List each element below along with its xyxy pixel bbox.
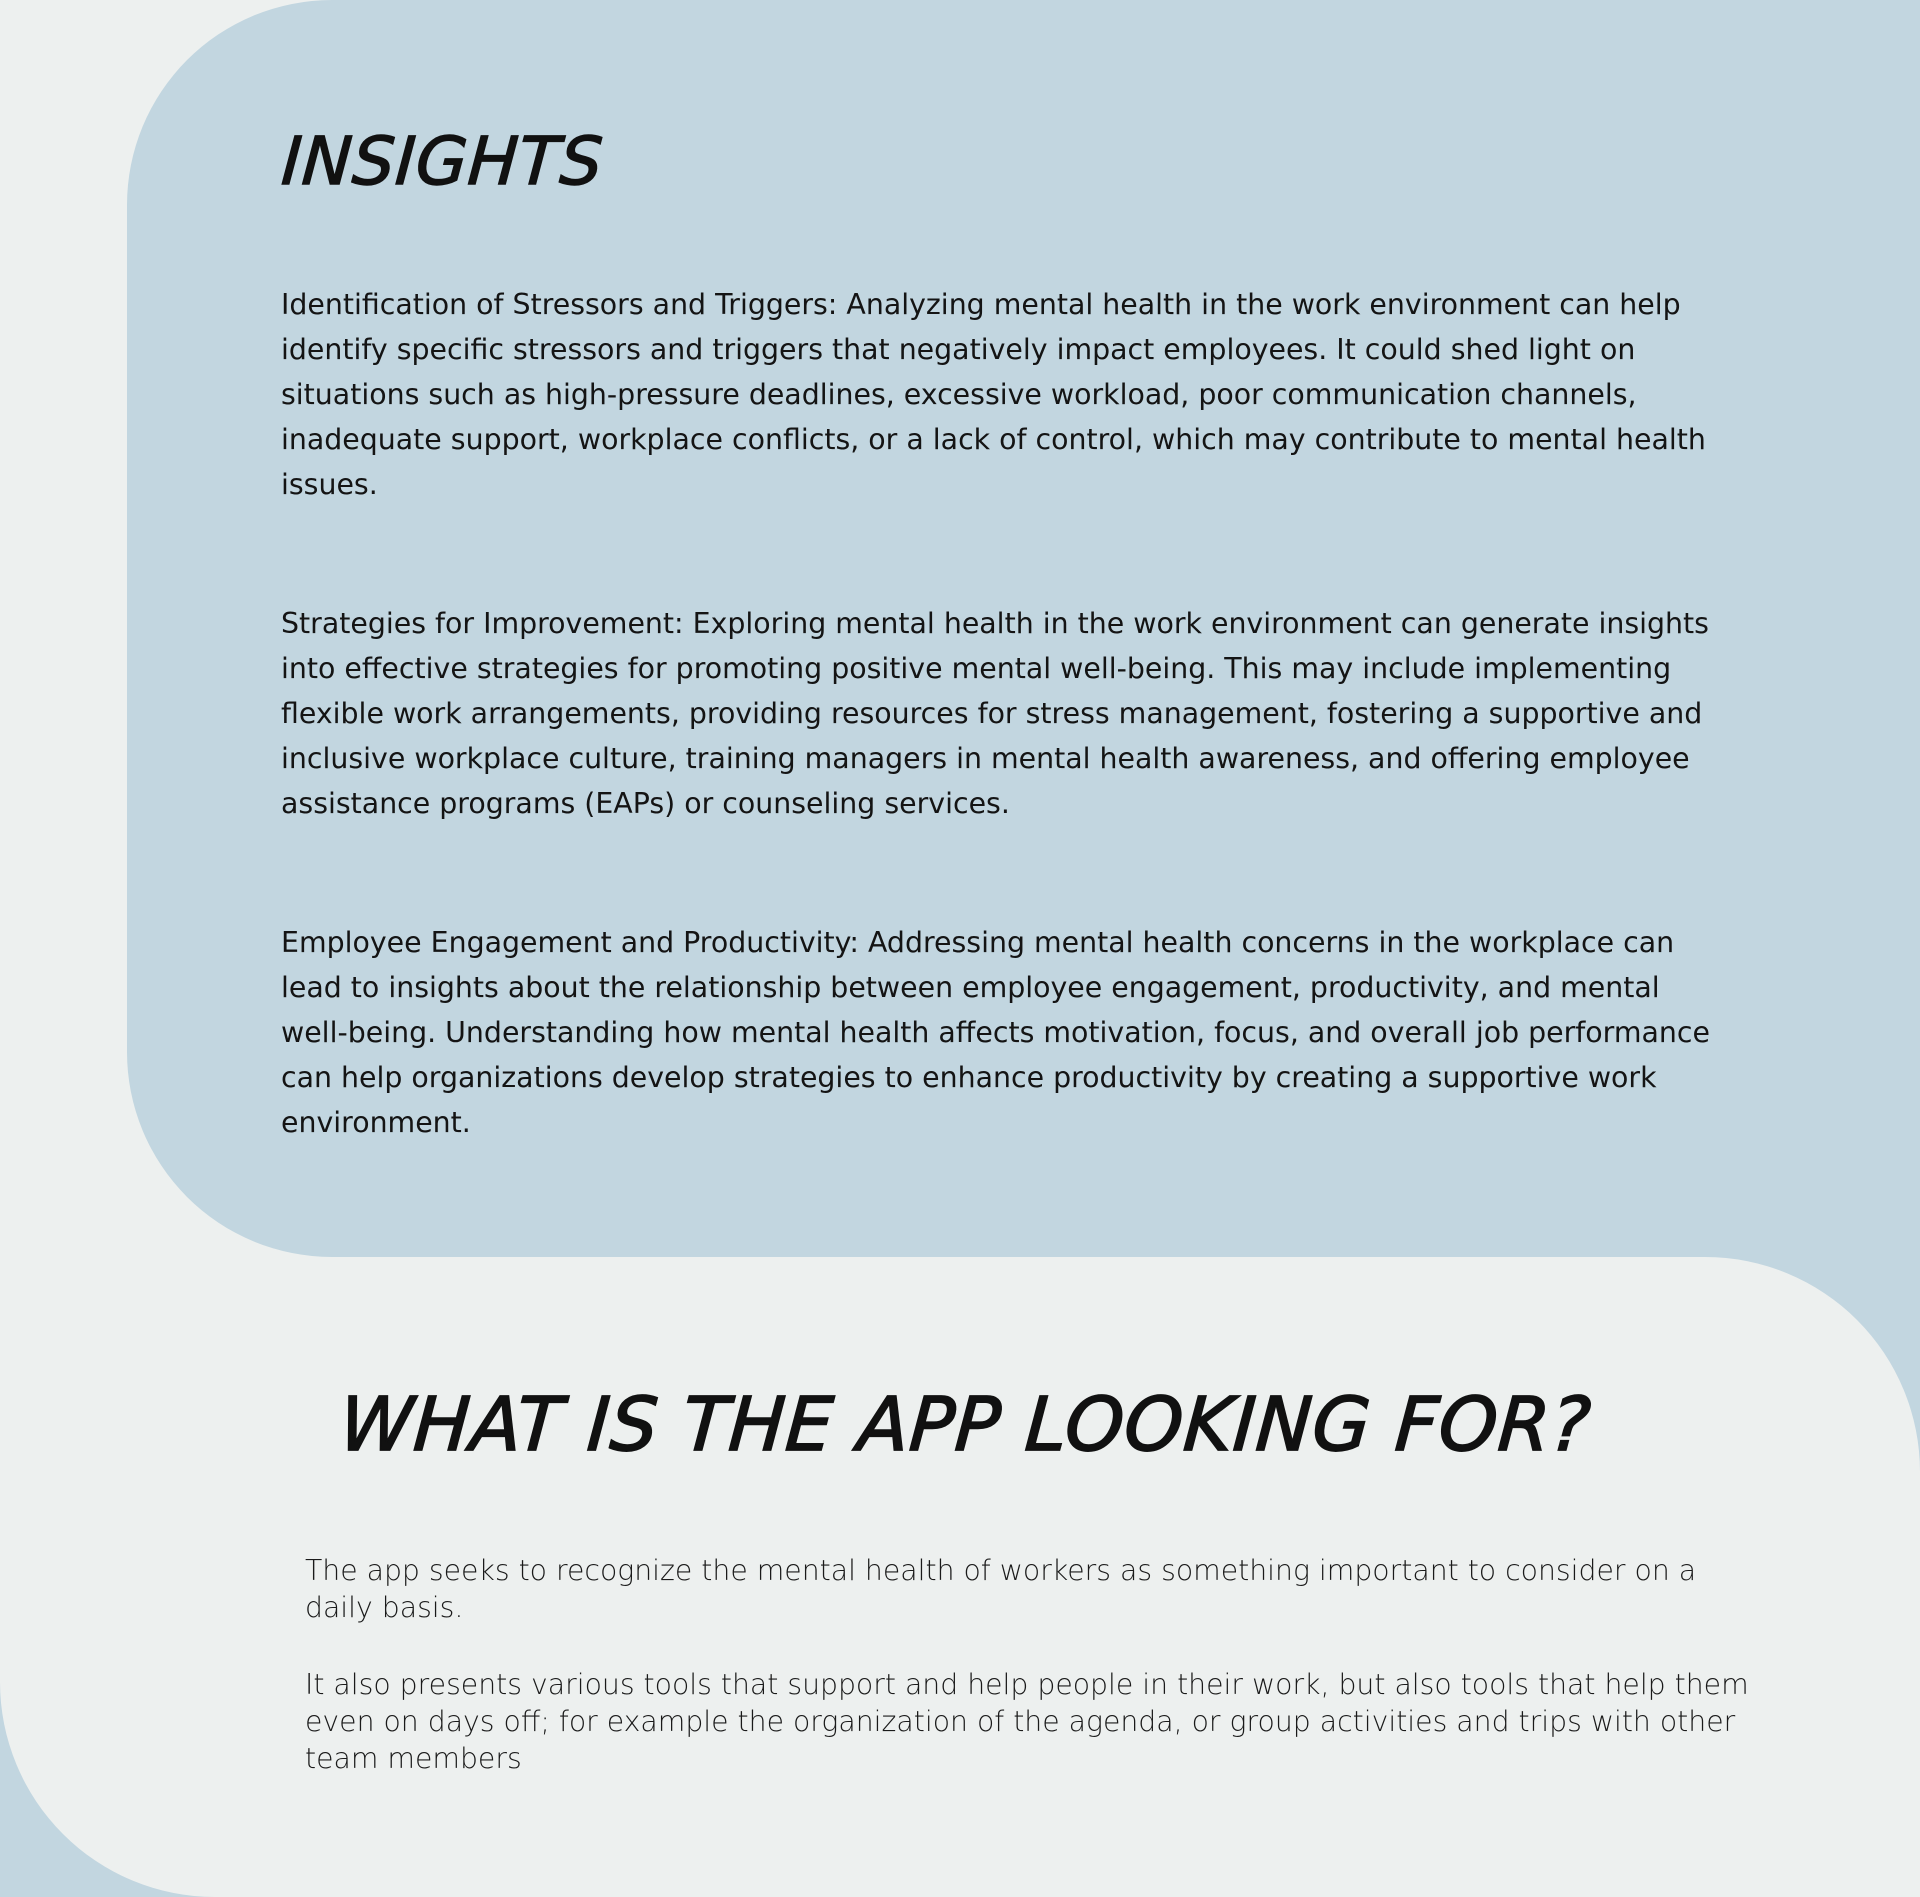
insight-paragraph-strategies: Strategies for Improvement: Exploring mental health in the work environment can generate insights into effective strategies for promoting positive mental well-being. This may include implementing flexible work arrangements, providing resources for stress management, fostering a supportive and inclusive workplace culture, training managers in mental health awareness, and offering employee assistance programs (EAPs) or counseling services. [281, 607, 1709, 820]
insight-paragraph-stressors: Identification of Stressors and Triggers: Analyzing mental health in the work environment can help identify specific stressors and triggers that negatively impact employees. It could shed light on situations such as high-pressure deadlines, excessive workload, poor communication channels, inadequate support, workplace conflicts, or a lack of control, which may contribute to mental health issues. [281, 288, 1706, 501]
app-paragraph-purpose: The app seeks to recognize the mental health of workers as something important to consider on a daily basis. [305, 1554, 1697, 1624]
insight-paragraph-engagement: Employee Engagement and Productivity: Addressing mental health concerns in the workplace can lead to insights about the relationship between employee engagement, productivity, and mental well-being. Understanding how mental health affects motivation, focus, and overall job performance can help organizations develop strategies to enhance productivity by creating a supportive work environment. [281, 926, 1710, 1139]
insights-heading: INSIGHTS [279, 123, 606, 200]
app-paragraph-tools: It also presents various tools that support and help people in their work, but also tools that help them even on days off; for example the organization of the agenda, or group activities and trips with other team members [305, 1668, 1749, 1775]
app-heading: WHAT IS THE APP LOOKING FOR? [336, 1382, 1595, 1468]
